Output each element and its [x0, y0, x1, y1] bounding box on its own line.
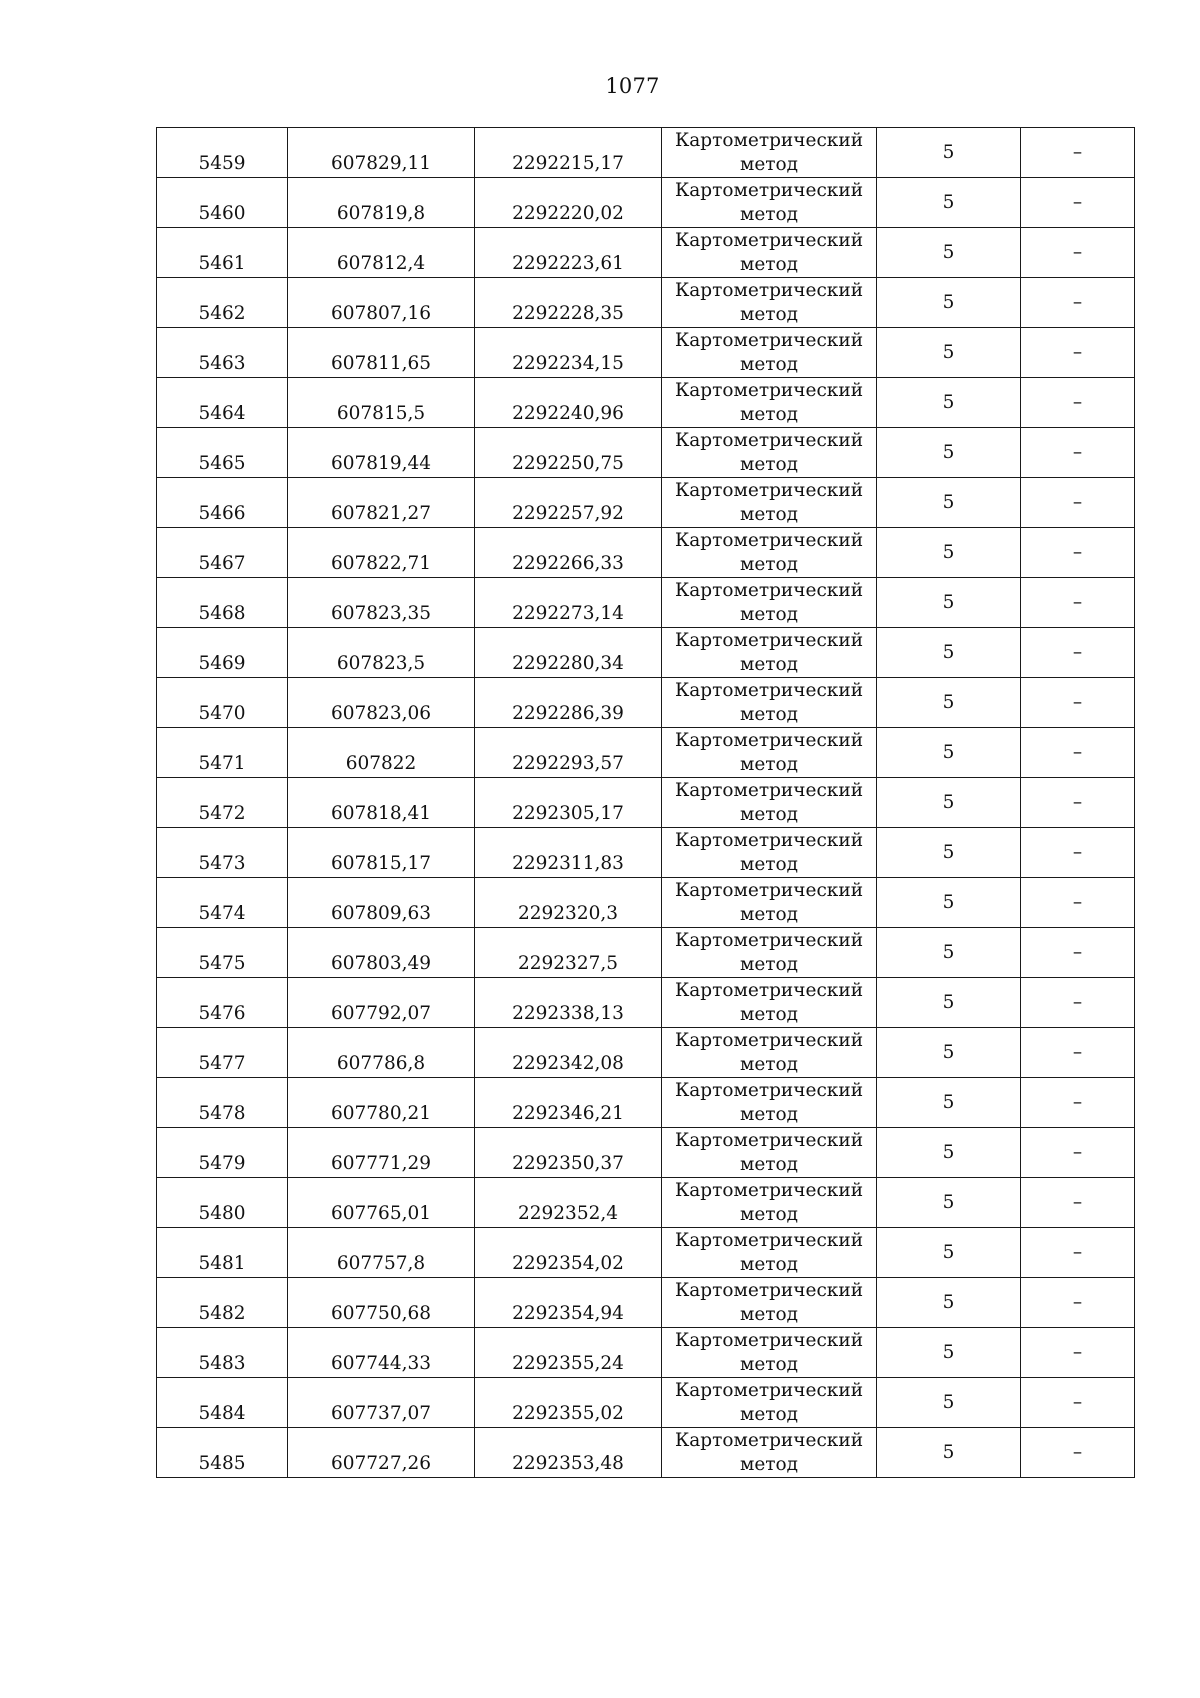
- note-cell: –: [1021, 1328, 1135, 1378]
- method-line-2: метод: [739, 603, 799, 625]
- method-line-2: метод: [739, 703, 799, 725]
- point-id-cell: 5474: [157, 878, 288, 928]
- y-coordinate-cell: 2292355,24: [475, 1328, 662, 1378]
- method-line-2: метод: [739, 903, 799, 925]
- method-line-2: метод: [739, 1353, 799, 1375]
- method-line-2: метод: [739, 1403, 799, 1425]
- note-cell: –: [1021, 728, 1135, 778]
- y-coordinate-cell: 2292354,94: [475, 1278, 662, 1328]
- accuracy-cell: 5: [877, 628, 1021, 678]
- method-line-2: метод: [739, 253, 799, 275]
- method-cell: [662, 178, 877, 228]
- method-line-2: метод: [739, 553, 799, 575]
- note-cell: –: [1021, 578, 1135, 628]
- method-line-1: Картометрический: [674, 529, 864, 551]
- note-cell: –: [1021, 528, 1135, 578]
- point-id-cell: 5479: [157, 1128, 288, 1178]
- method-cell: [662, 378, 877, 428]
- y-coordinate-cell: 2292355,02: [475, 1378, 662, 1428]
- method-line-1: Картометрический: [674, 879, 864, 901]
- method-line-1: Картометрический: [674, 329, 864, 351]
- method-line-2: метод: [739, 1003, 799, 1025]
- point-id-cell: 5484: [157, 1378, 288, 1428]
- x-coordinate-cell: 607807,16: [288, 278, 475, 328]
- method-line-1: Картометрический: [674, 579, 864, 601]
- method-line-2: метод: [739, 453, 799, 475]
- table-row: [157, 1078, 1135, 1128]
- y-coordinate-cell: 2292240,96: [475, 378, 662, 428]
- table-row: [157, 978, 1135, 1028]
- note-cell: –: [1021, 328, 1135, 378]
- y-coordinate-cell: 2292320,3: [475, 878, 662, 928]
- table-row: [157, 578, 1135, 628]
- table-row: [157, 878, 1135, 928]
- note-cell: –: [1021, 1278, 1135, 1328]
- table-row: [157, 828, 1135, 878]
- method-cell: [662, 1428, 877, 1478]
- method-line-1: Картометрический: [674, 1029, 864, 1051]
- method-line-1: Картометрический: [674, 229, 864, 251]
- x-coordinate-cell: 607815,5: [288, 378, 475, 428]
- accuracy-cell: 5: [877, 778, 1021, 828]
- y-coordinate-cell: 2292293,57: [475, 728, 662, 778]
- coordinates-table: [156, 127, 1135, 1478]
- accuracy-cell: 5: [877, 1428, 1021, 1478]
- y-coordinate-cell: 2292223,61: [475, 228, 662, 278]
- accuracy-cell: 5: [877, 278, 1021, 328]
- point-id-cell: 5461: [157, 228, 288, 278]
- x-coordinate-cell: 607750,68: [288, 1278, 475, 1328]
- note-cell: –: [1021, 678, 1135, 728]
- accuracy-cell: 5: [877, 978, 1021, 1028]
- page-number: 1077: [605, 74, 660, 98]
- method-cell: [662, 778, 877, 828]
- note-cell: –: [1021, 128, 1135, 178]
- method-line-1: Картометрический: [674, 1379, 864, 1401]
- y-coordinate-cell: 2292305,17: [475, 778, 662, 828]
- coordinates-table-body: [157, 128, 1135, 1478]
- table-row: [157, 1128, 1135, 1178]
- table-row: [157, 1278, 1135, 1328]
- table-row: [157, 778, 1135, 828]
- point-id-cell: 5477: [157, 1028, 288, 1078]
- method-line-1: Картометрический: [674, 779, 864, 801]
- method-line-2: метод: [739, 1253, 799, 1275]
- method-cell: [662, 478, 877, 528]
- method-cell: [662, 928, 877, 978]
- accuracy-cell: 5: [877, 578, 1021, 628]
- note-cell: –: [1021, 1428, 1135, 1478]
- y-coordinate-cell: 2292234,15: [475, 328, 662, 378]
- table-row: [157, 678, 1135, 728]
- note-cell: –: [1021, 1228, 1135, 1278]
- accuracy-cell: 5: [877, 128, 1021, 178]
- method-line-2: метод: [739, 303, 799, 325]
- table-row: [157, 1228, 1135, 1278]
- accuracy-cell: 5: [877, 1028, 1021, 1078]
- x-coordinate-cell: 607757,8: [288, 1228, 475, 1278]
- accuracy-cell: 5: [877, 528, 1021, 578]
- method-cell: [662, 1128, 877, 1178]
- x-coordinate-cell: 607823,06: [288, 678, 475, 728]
- accuracy-cell: 5: [877, 928, 1021, 978]
- x-coordinate-cell: 607771,29: [288, 1128, 475, 1178]
- note-cell: –: [1021, 1178, 1135, 1228]
- method-cell: [662, 978, 877, 1028]
- method-line-2: метод: [739, 203, 799, 225]
- x-coordinate-cell: 607803,49: [288, 928, 475, 978]
- table-row: [157, 928, 1135, 978]
- method-line-1: Картометрический: [674, 629, 864, 651]
- y-coordinate-cell: 2292257,92: [475, 478, 662, 528]
- method-cell: [662, 278, 877, 328]
- method-line-1: Картометрический: [674, 829, 864, 851]
- x-coordinate-cell: 607823,5: [288, 628, 475, 678]
- accuracy-cell: 5: [877, 1128, 1021, 1178]
- table-row: [157, 1328, 1135, 1378]
- y-coordinate-cell: 2292342,08: [475, 1028, 662, 1078]
- point-id-cell: 5464: [157, 378, 288, 428]
- point-id-cell: 5470: [157, 678, 288, 728]
- table-row: [157, 1378, 1135, 1428]
- note-cell: –: [1021, 278, 1135, 328]
- method-line-1: Картометрический: [674, 1229, 864, 1251]
- method-line-1: Картометрический: [674, 929, 864, 951]
- point-id-cell: 5478: [157, 1078, 288, 1128]
- table-row: [157, 1428, 1135, 1478]
- method-line-1: Картометрический: [674, 1429, 864, 1451]
- method-line-1: Картометрический: [674, 1079, 864, 1101]
- table-row: [157, 728, 1135, 778]
- method-cell: [662, 678, 877, 728]
- accuracy-cell: 5: [877, 828, 1021, 878]
- accuracy-cell: 5: [877, 1328, 1021, 1378]
- table-row: [157, 478, 1135, 528]
- method-cell: [662, 428, 877, 478]
- x-coordinate-cell: 607819,44: [288, 428, 475, 478]
- method-cell: [662, 1328, 877, 1378]
- method-line-1: Картометрический: [674, 679, 864, 701]
- method-line-2: метод: [739, 503, 799, 525]
- note-cell: –: [1021, 478, 1135, 528]
- method-cell: [662, 1178, 877, 1228]
- point-id-cell: 5460: [157, 178, 288, 228]
- accuracy-cell: 5: [877, 728, 1021, 778]
- method-line-1: Картометрический: [674, 429, 864, 451]
- note-cell: –: [1021, 378, 1135, 428]
- x-coordinate-cell: 607819,8: [288, 178, 475, 228]
- method-line-1: Картометрический: [674, 729, 864, 751]
- point-id-cell: 5480: [157, 1178, 288, 1228]
- method-line-2: метод: [739, 753, 799, 775]
- x-coordinate-cell: 607809,63: [288, 878, 475, 928]
- note-cell: –: [1021, 828, 1135, 878]
- x-coordinate-cell: 607786,8: [288, 1028, 475, 1078]
- method-line-2: метод: [739, 1453, 799, 1475]
- method-cell: [662, 828, 877, 878]
- y-coordinate-cell: 2292215,17: [475, 128, 662, 178]
- y-coordinate-cell: 2292327,5: [475, 928, 662, 978]
- accuracy-cell: 5: [877, 1378, 1021, 1428]
- note-cell: –: [1021, 978, 1135, 1028]
- accuracy-cell: 5: [877, 1178, 1021, 1228]
- x-coordinate-cell: 607765,01: [288, 1178, 475, 1228]
- method-line-2: метод: [739, 1103, 799, 1125]
- y-coordinate-cell: 2292286,39: [475, 678, 662, 728]
- method-line-2: метод: [739, 653, 799, 675]
- accuracy-cell: 5: [877, 228, 1021, 278]
- point-id-cell: 5467: [157, 528, 288, 578]
- method-cell: [662, 1028, 877, 1078]
- accuracy-cell: 5: [877, 378, 1021, 428]
- table-row: [157, 278, 1135, 328]
- point-id-cell: 5476: [157, 978, 288, 1028]
- method-line-2: метод: [739, 1053, 799, 1075]
- accuracy-cell: 5: [877, 428, 1021, 478]
- method-line-2: метод: [739, 953, 799, 975]
- table-row: [157, 378, 1135, 428]
- point-id-cell: 5485: [157, 1428, 288, 1478]
- method-cell: [662, 628, 877, 678]
- accuracy-cell: 5: [877, 328, 1021, 378]
- method-line-2: метод: [739, 1203, 799, 1225]
- y-coordinate-cell: 2292338,13: [475, 978, 662, 1028]
- point-id-cell: 5475: [157, 928, 288, 978]
- x-coordinate-cell: 607744,33: [288, 1328, 475, 1378]
- point-id-cell: 5468: [157, 578, 288, 628]
- method-line-1: Картометрический: [674, 1279, 864, 1301]
- table-row: [157, 328, 1135, 378]
- y-coordinate-cell: 2292228,35: [475, 278, 662, 328]
- point-id-cell: 5463: [157, 328, 288, 378]
- method-line-1: Картометрический: [674, 1129, 864, 1151]
- accuracy-cell: 5: [877, 1228, 1021, 1278]
- note-cell: –: [1021, 928, 1135, 978]
- method-cell: [662, 528, 877, 578]
- point-id-cell: 5473: [157, 828, 288, 878]
- method-line-2: метод: [739, 803, 799, 825]
- method-cell: [662, 878, 877, 928]
- y-coordinate-cell: 2292273,14: [475, 578, 662, 628]
- y-coordinate-cell: 2292352,4: [475, 1178, 662, 1228]
- accuracy-cell: 5: [877, 1078, 1021, 1128]
- method-line-2: метод: [739, 153, 799, 175]
- x-coordinate-cell: 607818,41: [288, 778, 475, 828]
- table-row: [157, 528, 1135, 578]
- note-cell: –: [1021, 1078, 1135, 1128]
- y-coordinate-cell: 2292280,34: [475, 628, 662, 678]
- point-id-cell: 5482: [157, 1278, 288, 1328]
- x-coordinate-cell: 607792,07: [288, 978, 475, 1028]
- x-coordinate-cell: 607829,11: [288, 128, 475, 178]
- x-coordinate-cell: 607823,35: [288, 578, 475, 628]
- table-row: [157, 1028, 1135, 1078]
- point-id-cell: 5471: [157, 728, 288, 778]
- y-coordinate-cell: 2292220,02: [475, 178, 662, 228]
- y-coordinate-cell: 2292250,75: [475, 428, 662, 478]
- method-cell: [662, 128, 877, 178]
- table-row: [157, 1178, 1135, 1228]
- accuracy-cell: 5: [877, 678, 1021, 728]
- note-cell: –: [1021, 178, 1135, 228]
- method-line-2: метод: [739, 353, 799, 375]
- method-cell: [662, 1278, 877, 1328]
- method-line-2: метод: [739, 853, 799, 875]
- y-coordinate-cell: 2292354,02: [475, 1228, 662, 1278]
- point-id-cell: 5481: [157, 1228, 288, 1278]
- accuracy-cell: 5: [877, 178, 1021, 228]
- note-cell: –: [1021, 428, 1135, 478]
- method-line-1: Картометрический: [674, 279, 864, 301]
- note-cell: –: [1021, 1378, 1135, 1428]
- table-row: [157, 628, 1135, 678]
- method-cell: [662, 1228, 877, 1278]
- y-coordinate-cell: 2292353,48: [475, 1428, 662, 1478]
- note-cell: –: [1021, 878, 1135, 928]
- method-line-1: Картометрический: [674, 479, 864, 501]
- x-coordinate-cell: 607727,26: [288, 1428, 475, 1478]
- note-cell: –: [1021, 228, 1135, 278]
- x-coordinate-cell: 607812,4: [288, 228, 475, 278]
- method-line-2: метод: [739, 1303, 799, 1325]
- x-coordinate-cell: 607737,07: [288, 1378, 475, 1428]
- x-coordinate-cell: 607821,27: [288, 478, 475, 528]
- method-line-1: Картометрический: [674, 1329, 864, 1351]
- method-line-2: метод: [739, 1153, 799, 1175]
- table-row: [157, 228, 1135, 278]
- point-id-cell: 5469: [157, 628, 288, 678]
- y-coordinate-cell: 2292311,83: [475, 828, 662, 878]
- y-coordinate-cell: 2292350,37: [475, 1128, 662, 1178]
- table-row: [157, 128, 1135, 178]
- method-line-1: Картометрический: [674, 379, 864, 401]
- point-id-cell: 5483: [157, 1328, 288, 1378]
- method-line-1: Картометрический: [674, 179, 864, 201]
- accuracy-cell: 5: [877, 478, 1021, 528]
- point-id-cell: 5466: [157, 478, 288, 528]
- point-id-cell: 5472: [157, 778, 288, 828]
- point-id-cell: 5459: [157, 128, 288, 178]
- x-coordinate-cell: 607822,71: [288, 528, 475, 578]
- method-cell: [662, 578, 877, 628]
- x-coordinate-cell: 607822: [288, 728, 475, 778]
- note-cell: –: [1021, 628, 1135, 678]
- method-cell: [662, 1078, 877, 1128]
- method-line-2: метод: [739, 403, 799, 425]
- method-line-1: Картометрический: [674, 1179, 864, 1201]
- table-row: [157, 178, 1135, 228]
- method-line-1: Картометрический: [674, 129, 864, 151]
- x-coordinate-cell: 607811,65: [288, 328, 475, 378]
- method-line-1: Картометрический: [674, 979, 864, 1001]
- method-cell: [662, 728, 877, 778]
- accuracy-cell: 5: [877, 878, 1021, 928]
- note-cell: –: [1021, 1128, 1135, 1178]
- method-cell: [662, 1378, 877, 1428]
- table-row: [157, 428, 1135, 478]
- x-coordinate-cell: 607780,21: [288, 1078, 475, 1128]
- y-coordinate-cell: 2292346,21: [475, 1078, 662, 1128]
- y-coordinate-cell: 2292266,33: [475, 528, 662, 578]
- method-cell: [662, 228, 877, 278]
- method-cell: [662, 328, 877, 378]
- x-coordinate-cell: 607815,17: [288, 828, 475, 878]
- accuracy-cell: 5: [877, 1278, 1021, 1328]
- point-id-cell: 5462: [157, 278, 288, 328]
- note-cell: –: [1021, 778, 1135, 828]
- point-id-cell: 5465: [157, 428, 288, 478]
- note-cell: –: [1021, 1028, 1135, 1078]
